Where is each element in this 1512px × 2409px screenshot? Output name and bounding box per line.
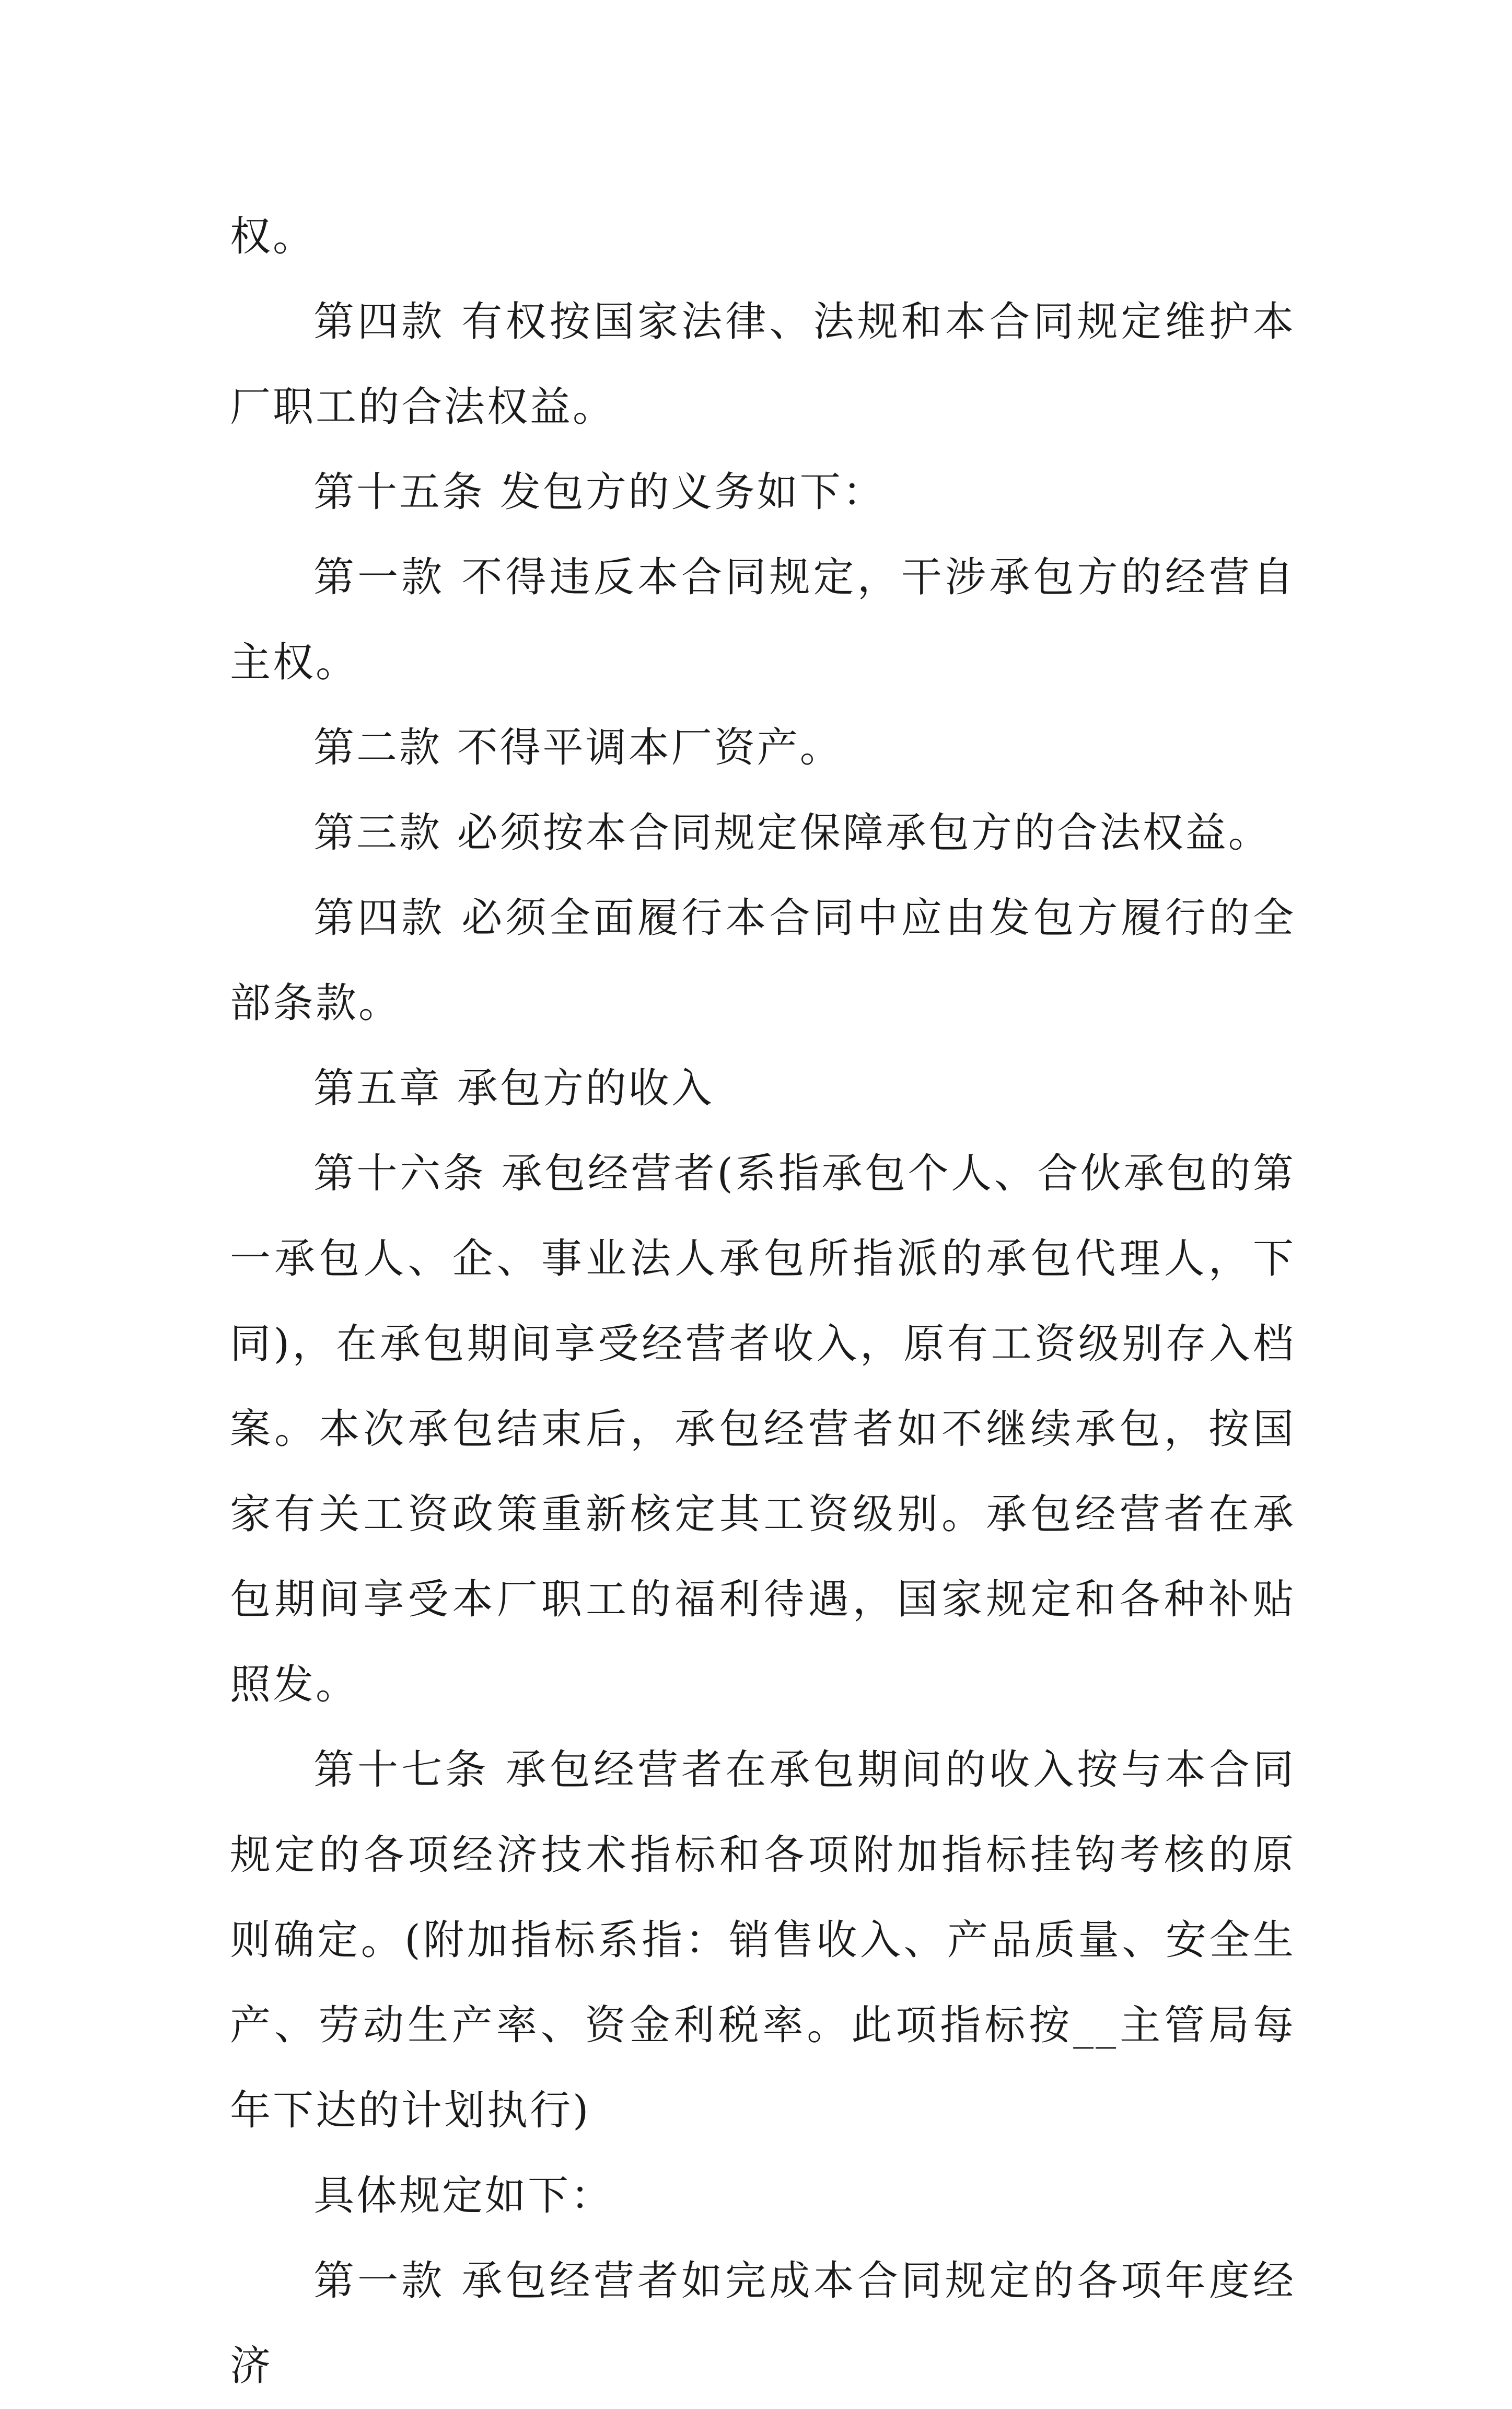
paragraph-clause-4-rights: 第四款 有权按国家法律、法规和本合同规定维护本厂职工的合法权益。 bbox=[230, 298, 1296, 431]
paragraph-clause-1: 第一款 不得违反本合同规定，干涉承包方的经营自主权。 bbox=[230, 554, 1296, 686]
paragraph-continuation: 权。 bbox=[230, 213, 316, 260]
document-body bbox=[230, 194, 1296, 2409]
paragraph-clause-2: 第二款 不得平调本厂资产。 bbox=[313, 724, 843, 771]
paragraph-article-17: 第十七条 承包经营者在承包期间的收入按与本合同规定的各项经济技术指标和各项附加指标挂钩考核的原则确定。(附加指标系指：销售收入、产品质量、安全生产、劳动生产率、资金利税率。此项指标按__主管局每年下达的计划执行) bbox=[230, 1746, 1296, 2134]
paragraph-article-16: 第十六条 承包经营者(系指承包个人、合伙承包的第一承包人、企、事业法人承包所指派的承包代理人，下同)，在承包期间享受经营者收入，原有工资级别存入档案。本次承包结束后，承包经营者如不继续承包，按国家有关工资政策重新核定其工资级别。承包经营者在承包期间享受本厂职工的福利待遇，国家规定和各种补贴照发。 bbox=[230, 1150, 1296, 1708]
paragraph-specifics: 具体规定如下： bbox=[313, 2172, 614, 2219]
paragraph-clause-4-duties: 第四款 必须全面履行本合同中应由发包方履行的全部条款。 bbox=[230, 895, 1296, 1027]
paragraph-article-15: 第十五条 发包方的义务如下： bbox=[313, 469, 886, 516]
chapter-heading-5: 第五章 承包方的收入 bbox=[313, 1065, 714, 1112]
paragraph-clause-3: 第三款 必须按本合同规定保障承包方的合法权益。 bbox=[313, 809, 1271, 856]
paragraph-clause-1-income: 第一款 承包经营者如完成本合同规定的各项年度经济 bbox=[230, 2257, 1296, 2390]
